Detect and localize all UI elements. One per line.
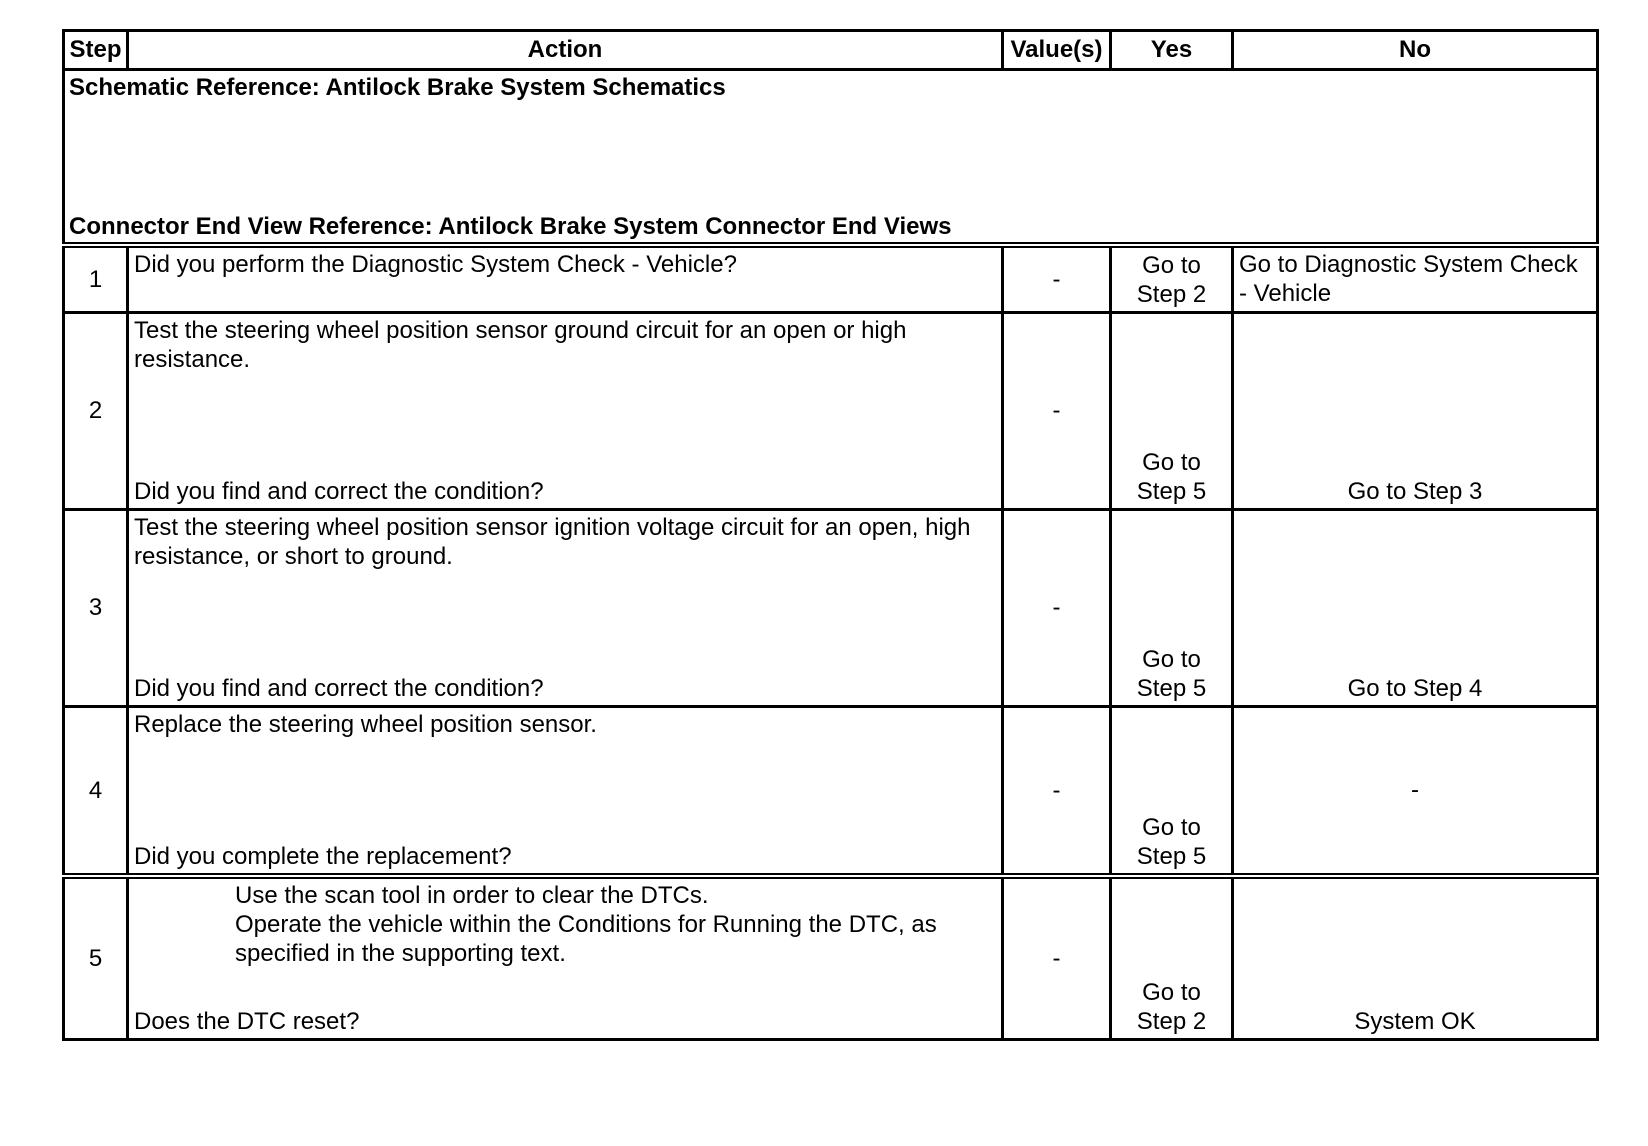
no-link[interactable]: Go to Step 3 — [1347, 477, 1483, 505]
no-cell — [1233, 706, 1598, 876]
no-link[interactable]: Go to Diagnostic System Check - Vehicle — [1239, 251, 1578, 307]
action-text: Test the steering wheel position sensor ground circuit for an open or high resistance. — [134, 316, 907, 373]
no-link[interactable]: Go to Step 4 — [1347, 674, 1483, 702]
header-action: Action — [128, 31, 1003, 70]
no-result: System OK — [1354, 1007, 1476, 1035]
table-row — [64, 509, 1598, 706]
no-cell — [1233, 876, 1598, 1039]
header-yes: Yes — [1111, 31, 1233, 70]
header-values: Value(s) — [1003, 31, 1111, 70]
reference-cell — [64, 70, 1598, 246]
action-question: Does the DTC reset? — [134, 1007, 360, 1035]
table-row — [64, 312, 1598, 509]
action-cell — [128, 245, 1003, 312]
yes-cell — [1111, 876, 1233, 1039]
table-row — [64, 876, 1598, 1039]
action-step-item: Operate the vehicle within the Conditions for Running the DTC, as specified in the supporting text. — [235, 911, 937, 967]
value-cell: - — [1003, 245, 1111, 312]
step-number: 2 — [64, 312, 128, 509]
yes-cell — [1111, 312, 1233, 509]
header-no: No — [1233, 31, 1598, 70]
reference-row — [64, 70, 1598, 246]
yes-link[interactable]: Go to Step 5 — [1136, 645, 1207, 702]
action-cell — [128, 876, 1003, 1039]
step-number: 1 — [64, 245, 128, 312]
action-steps — [134, 881, 995, 968]
step-number: 5 — [64, 876, 128, 1039]
action-question: Did you complete the replacement? — [134, 843, 512, 870]
schematic-reference: Schematic Reference: Antilock Brake System Schematics — [69, 74, 726, 101]
action-question: Did you find and correct the condition? — [134, 477, 544, 505]
diagnostic-table-container — [62, 29, 1599, 1041]
yes-link[interactable]: Go to Step 5 — [1136, 814, 1207, 870]
step-number: 4 — [64, 706, 128, 876]
table-row — [64, 245, 1598, 312]
header-step: Step — [64, 31, 128, 70]
action-question: Did you find and correct the condition? — [134, 674, 544, 702]
action-text: Replace the steering wheel position sensor. — [134, 710, 597, 738]
step-number: 3 — [64, 509, 128, 706]
action-cell — [128, 509, 1003, 706]
no-cell — [1233, 509, 1598, 706]
action-cell — [128, 706, 1003, 876]
diagnostic-table — [62, 29, 1599, 1041]
action-cell — [128, 312, 1003, 509]
no-value: - — [1411, 776, 1419, 804]
no-cell — [1233, 312, 1598, 509]
yes-link[interactable]: Go to Step 2 — [1136, 978, 1207, 1035]
action-text: Did you perform the Diagnostic System Check - Vehicle? — [134, 251, 737, 278]
header-row — [64, 31, 1598, 70]
yes-link[interactable]: Go to Step 5 — [1136, 448, 1207, 505]
value-cell: - — [1003, 509, 1111, 706]
yes-link[interactable]: Go to Step 2 — [1136, 251, 1207, 308]
table-row — [64, 706, 1598, 876]
action-step-item: Use the scan tool in order to clear the DTCs. — [235, 882, 709, 909]
yes-cell — [1111, 706, 1233, 876]
no-cell — [1233, 245, 1598, 312]
value-cell: - — [1003, 312, 1111, 509]
value-cell: - — [1003, 706, 1111, 876]
value-cell: - — [1003, 876, 1111, 1039]
connector-reference: Connector End View Reference: Antilock Brake System Connector End Views — [69, 213, 952, 240]
yes-cell — [1111, 509, 1233, 706]
action-text: Test the steering wheel position sensor ignition voltage circuit for an open, high resistance, or short to ground. — [134, 513, 971, 570]
yes-cell — [1111, 245, 1233, 312]
